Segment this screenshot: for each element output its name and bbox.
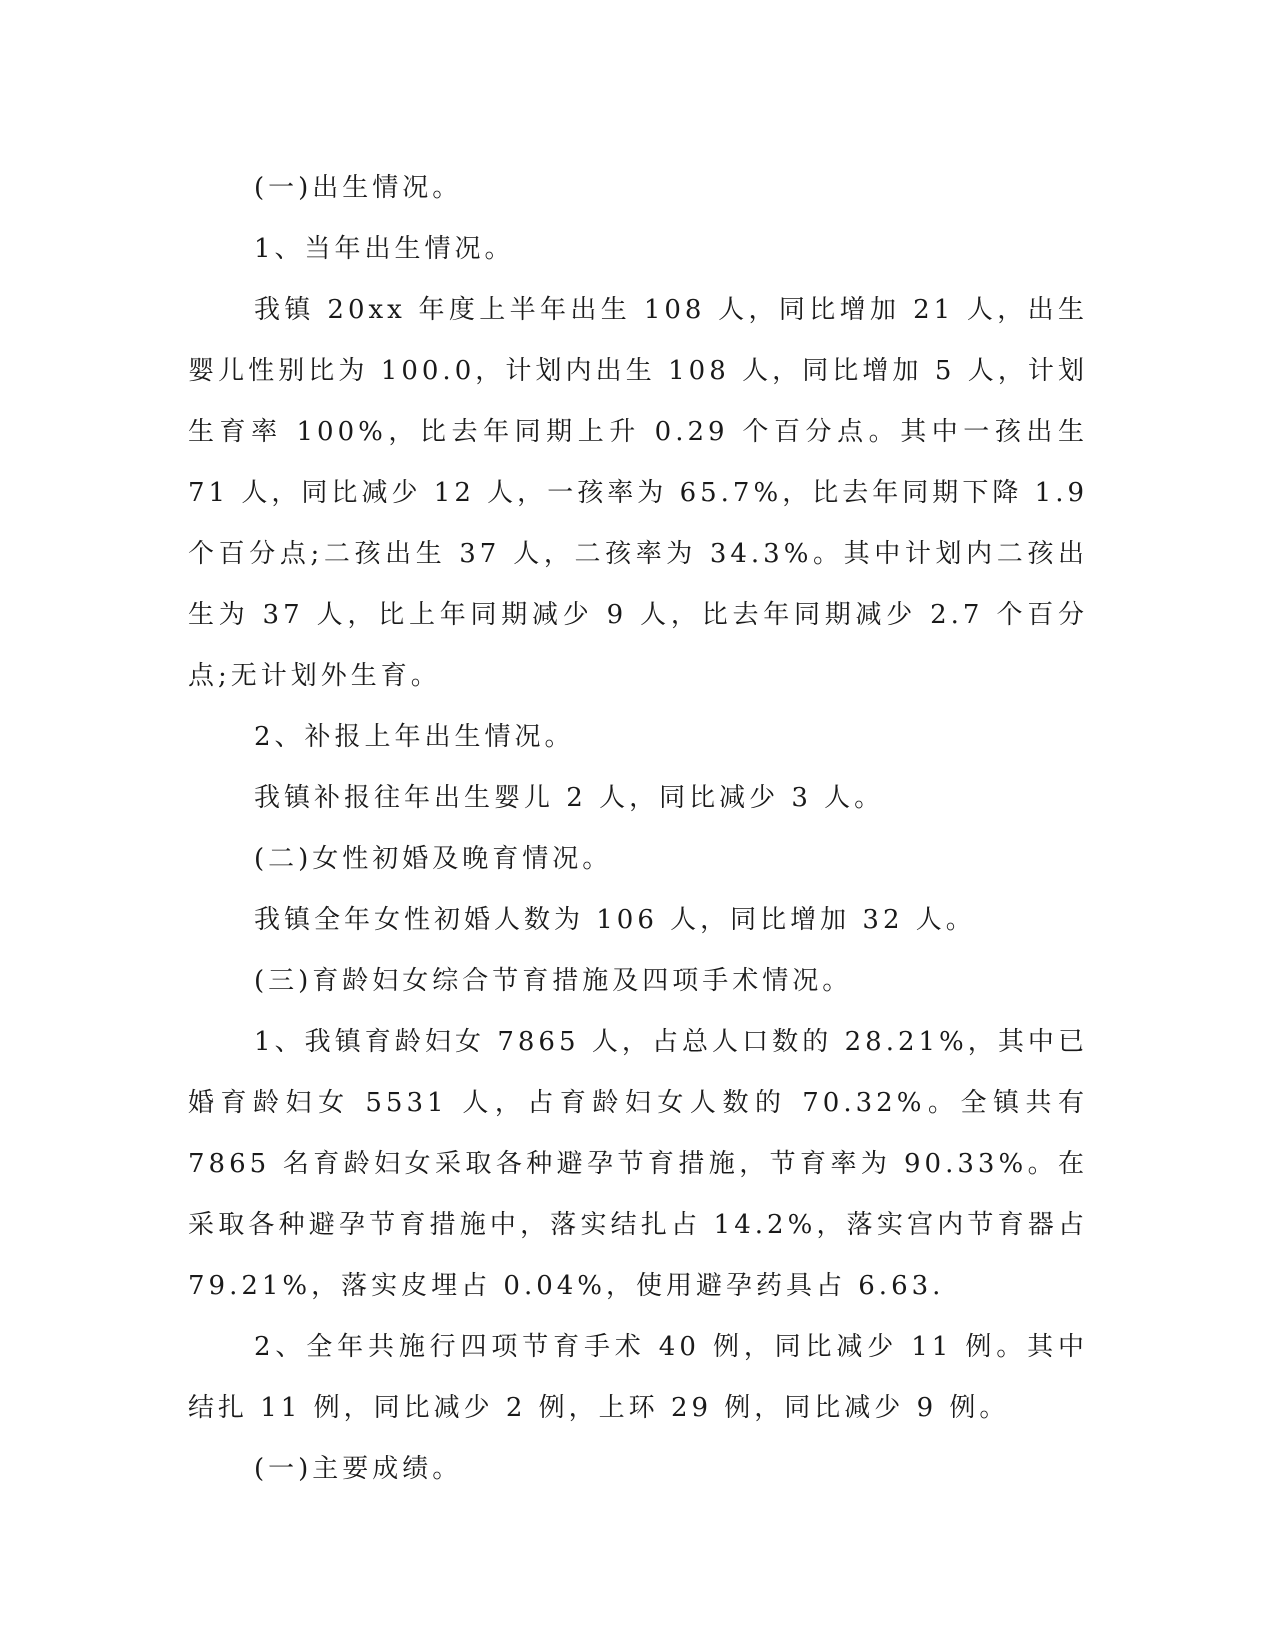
document-body bbox=[188, 158, 1088, 1500]
section-heading-marriage: (二)女性初婚及晚育情况。 bbox=[254, 844, 613, 874]
paragraph-marriage-statistics: 我镇全年女性初婚人数为 106 人，同比增加 32 人。 bbox=[254, 905, 976, 935]
paragraph-surgery-statistics: 2、全年共施行四项节育手术 40 例，同比减少 11 例。其中结扎 11 例，同比减少 2 例，上环 29 例，同比减少 9 例。 bbox=[188, 1332, 1088, 1423]
paragraph-supplementary-report: 我镇补报往年出生婴儿 2 人，同比减少 3 人。 bbox=[254, 783, 885, 813]
paragraph-birth-statistics: 我镇 20xx 年度上半年出生 108 人，同比增加 21 人，出生婴儿性别比为 100.0，计划内出生 108 人，同比增加 5 人，计划生育率 100%，比去年同期上升 0.29 个百分点。其中一孩出生 71 人，同比减少 12 人，一孩率为 65.7%，比去年同期下降 1.9 个百分点;二孩出生 37 人，二孩率为 34.3%。其中计划内二孩出生为 37 人，比上年同期减少 9 人，比去年同期减少 2.7 个百分点;无计划外生育。 bbox=[188, 295, 1088, 691]
subheading-current-year-birth: 1、当年出生情况。 bbox=[254, 234, 515, 264]
section-heading-contraception: (三)育龄妇女综合节育措施及四项手术情况。 bbox=[254, 966, 853, 996]
paragraph-contraception-statistics: 1、我镇育龄妇女 7865 人，占总人口数的 28.21%，其中已婚育龄妇女 5531 人，占育龄妇女人数的 70.32%。全镇共有 7865 名育龄妇女采取各种避孕节育措施，节育率为 90.33%。在采取各种避孕节育措施中，落实结扎占 14.2%，落实宫内节育器占 79.21%，落实皮埋占 0.04%，使用避孕药具占 6.63. bbox=[188, 1027, 1088, 1301]
section-heading-birth: (一)出生情况。 bbox=[254, 173, 463, 203]
subheading-supplementary-report: 2、补报上年出生情况。 bbox=[254, 722, 575, 752]
section-heading-achievements: (一)主要成绩。 bbox=[254, 1454, 463, 1484]
